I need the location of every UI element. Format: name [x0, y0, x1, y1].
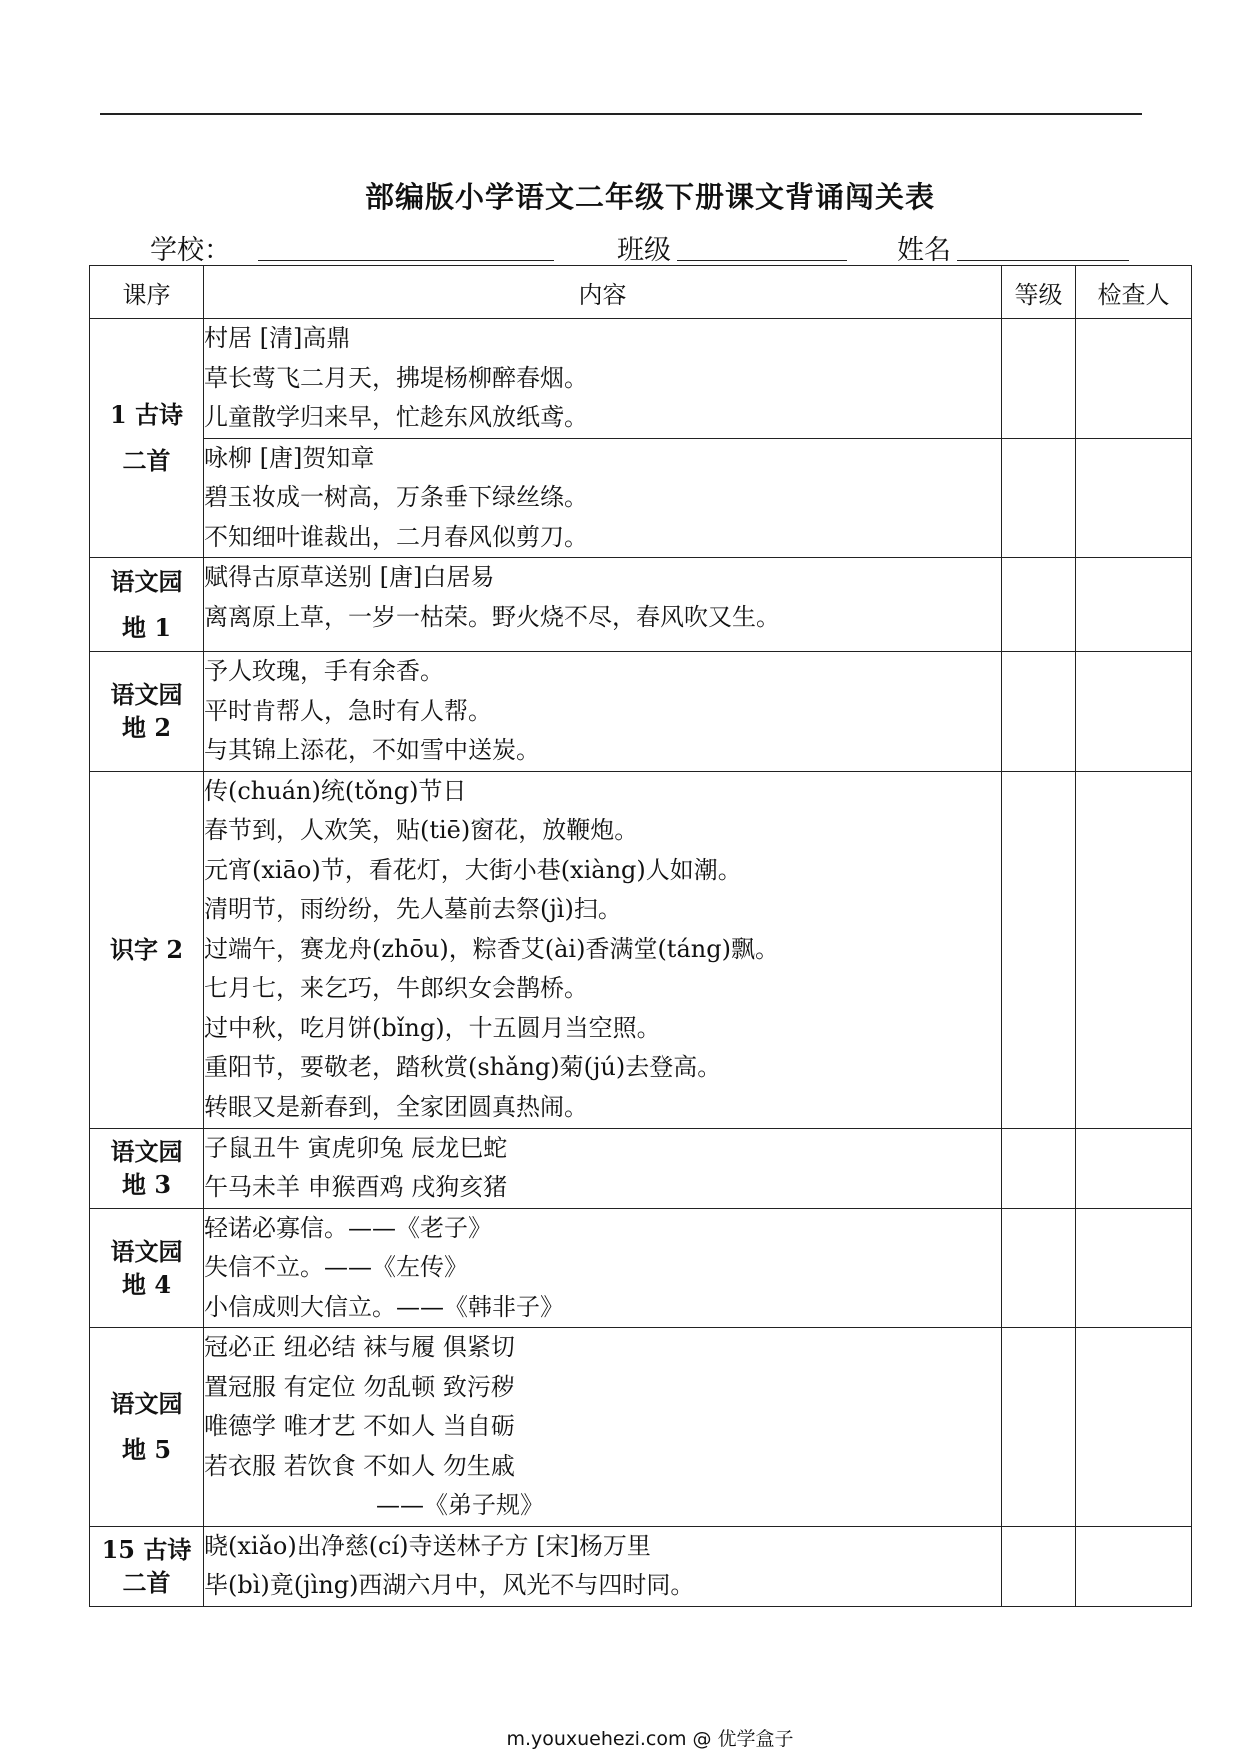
checker-cell[interactable]: [1076, 1526, 1192, 1606]
lesson-cell: 识字 2: [90, 771, 204, 1128]
grade-cell[interactable]: [1002, 319, 1076, 439]
name-blank: [957, 260, 1129, 261]
checker-cell[interactable]: [1076, 652, 1192, 772]
lesson-cell: 语文园 地 5: [90, 1328, 204, 1527]
header-row: [90, 266, 1192, 319]
content-cell: 咏柳 [唐]贺知章 碧玉妆成一树高，万条垂下绿丝绦。 不知细叶谁裁出，二月春风似剪刀。: [204, 438, 1002, 558]
lesson-cell: 15 古诗 二首: [90, 1526, 204, 1606]
header-content: 内容: [204, 266, 1002, 319]
school-blank: [258, 260, 554, 261]
lesson-cell: 语文园 地 2: [90, 652, 204, 772]
checker-cell[interactable]: [1076, 771, 1192, 1128]
grade-cell[interactable]: [1002, 438, 1076, 558]
content-cell: 传(chuán)统(tǒng)节日 春节到，人欢笑，贴(tiē)窗花，放鞭炮。 元宵(xiāo)节，看花灯，大街小巷(xiàng)人如潮。 清明节，雨纷纷，先人墓前去祭(jì)扫。 过端午，赛龙舟(zhōu)，粽香艾(ài)香满堂(táng)飘。 七月七，来乞巧，牛郎织女会鹊桥。 过中秋，吃月饼(bǐng)，十五圆月当空照。 重阳节，要敬老，踏秋赏(shǎng)菊(jú)去登高。 转眼又是新春到，全家团圆真热闹。: [204, 771, 1002, 1128]
lesson-cell: 语文园 地 3: [90, 1128, 204, 1208]
content-cell: 轻诺必寡信。——《老子》 失信不立。——《左传》 小信成则大信立。——《韩非子》: [204, 1208, 1002, 1328]
content-cell: 村居 [清]高鼎 草长莺飞二月天，拂堤杨柳醉春烟。 儿童散学归来早，忙趁东风放纸鸢。: [204, 319, 1002, 439]
grade-cell[interactable]: [1002, 1526, 1076, 1606]
school-label: 学校：: [150, 235, 231, 266]
content-cell: 赋得古原草送别 [唐]白居易 离离原上草，一岁一枯荣。野火烧不尽，春风吹又生。: [204, 558, 1002, 652]
grade-cell[interactable]: [1002, 1128, 1076, 1208]
grade-cell[interactable]: [1002, 771, 1076, 1128]
footer-watermark: m.youxuehezi.com @ 优学盒子: [506, 1728, 794, 1750]
table-row: [90, 438, 1192, 558]
content-cell: 予人玫瑰，手有余香。 平时肯帮人，急时有人帮。 与其锦上添花，不如雪中送炭。: [204, 652, 1002, 772]
class-label: 班级: [617, 235, 671, 266]
checker-cell[interactable]: [1076, 438, 1192, 558]
grade-cell[interactable]: [1002, 652, 1076, 772]
class-blank: [677, 260, 847, 261]
header-grade: 等级: [1002, 266, 1076, 319]
header-checker: 检查人: [1076, 266, 1192, 319]
table-row: [90, 319, 1192, 439]
table-row: [90, 652, 1192, 772]
header-lesson: 课序: [90, 266, 204, 319]
table-row: [90, 1208, 1192, 1328]
grade-cell[interactable]: [1002, 558, 1076, 652]
table-row: [90, 1526, 1192, 1606]
lesson-cell: 语文园 地 1: [90, 558, 204, 652]
lesson-cell: 1 古诗 二首: [90, 319, 204, 558]
content-cell: 冠必正 纽必结 袜与履 俱紧切 置冠服 有定位 勿乱顿 致污秽 唯德学 唯才艺 不如人 当自砺 若衣服 若饮食 不如人 勿生戚 ——《弟子规》: [204, 1328, 1002, 1527]
table-row: [90, 1128, 1192, 1208]
checker-cell[interactable]: [1076, 1328, 1192, 1527]
table-row: [90, 771, 1192, 1128]
lesson-cell: 语文园 地 4: [90, 1208, 204, 1328]
name-label: 姓名: [897, 235, 951, 266]
checker-cell[interactable]: [1076, 319, 1192, 439]
grade-cell[interactable]: [1002, 1208, 1076, 1328]
top-rule: [100, 113, 1142, 115]
grade-cell[interactable]: [1002, 1328, 1076, 1527]
table-row: [90, 558, 1192, 652]
content-cell: 子鼠丑牛 寅虎卯兔 辰龙巳蛇 午马未羊 申猴酉鸡 戌狗亥猪: [204, 1128, 1002, 1208]
checker-cell[interactable]: [1076, 558, 1192, 652]
checker-cell[interactable]: [1076, 1208, 1192, 1328]
content-cell: 晓(xiǎo)出净慈(cí)寺送林子方 [宋]杨万里 毕(bì)竟(jìng)西湖六月中，风光不与四时同。: [204, 1526, 1002, 1606]
page-title: 部编版小学语文二年级下册课文背诵闯关表: [364, 180, 935, 214]
checker-cell[interactable]: [1076, 1128, 1192, 1208]
table-row: [90, 1328, 1192, 1527]
recitation-table: [89, 265, 1192, 1607]
